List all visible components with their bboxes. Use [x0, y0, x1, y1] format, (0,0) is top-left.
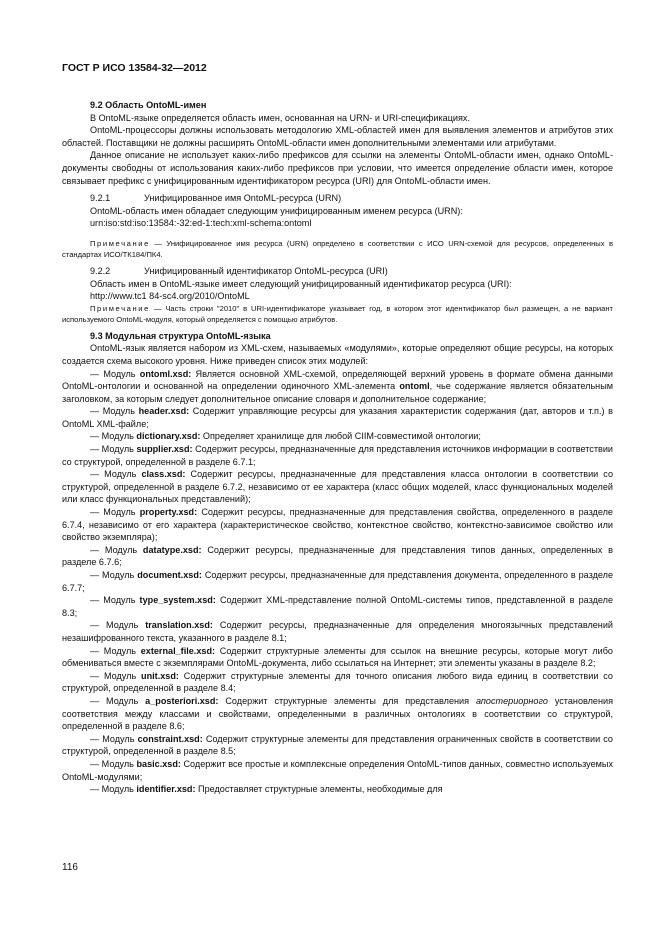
- list-item: — Модуль supplier.xsd: Содержит ресурсы, предназначенные для представления источников информации в соответствии со структурой, определенной в разделе 6.7.1;: [62, 444, 613, 467]
- list-item: — Модуль document.xsd: Содержит ресурсы, предназначенные для представления документа, определенного в разделе 6.7.7;: [62, 570, 614, 593]
- note: Примечание — Часть строки "2010" в URI-идентификаторе указывает год, в котором этот идентификатор был размещен, а не вариант используемого OntoML-модуля, который определяется с помощью атрибутов.: [62, 303, 613, 324]
- list-item: — Модуль class.xsd: Содержит ресурсы, предназначенные для представления класса онтологии в соответствии со структурой, определенной в разделе 6.7.2, независимо от ее характера (класс общих моделей, класс функциональных моделей или класс функциональных представлений);: [62, 469, 613, 505]
- list-item: — Модуль datatype.xsd: Содержит ресурсы, предназначенные для представления типов данных, определенных в разделе 6.7.6;: [62, 544, 613, 568]
- paragraph: OntoML-процессоры должны использовать методологию XML-областей имен для выявления элементов и атрибутов этих областей. Поставщики не должны расширять OntoML-области имен дополнительными элементами или атрибутами.: [62, 125, 613, 148]
- paragraph: Область имен в OntoML-языке имеет следующий унифицированный идентификатор ресурса (URI):: [90, 278, 512, 289]
- list-item: — Модуль header.xsd: Содержит управляющие ресурсы для указания характеристик содержания (дат, авторов и т.п.) в OntoML XML-файле;: [62, 406, 613, 429]
- urn-value: urn:iso:std:iso:13584:-32:ed-1:tech:xml-schema:ontoml: [90, 218, 312, 229]
- paragraph: OntoML-область имен обладает следующим унифицированным именем ресурса (URN):: [90, 205, 463, 216]
- section-9-3-title: 9.3 Модульная структура OntoML-языка: [90, 330, 271, 341]
- paragraph: В OntoML-языке определяется область имен, основанная на URN- и URI-спецификациях.: [90, 112, 471, 123]
- list-item: — Модуль constraint.xsd: Содержит структурные элементы для представления ограниченных свойств в соответствии со структурой, определенной в разделе 8.5;: [62, 733, 613, 757]
- list-item: — Модуль unit.xsd: Содержит структурные элементы для точного описания любого вида единиц в соответствии со структурой, определенной в разделе 8.4;: [62, 670, 613, 694]
- list-item: — Модуль identifier.xsd: Предоставляет структурные элементы, необходимые для: [90, 784, 443, 795]
- section-9-2-title: 9.2 Область OntoML-имен: [90, 100, 207, 110]
- subsection-9-2-2-title: 9.2.2 Унифицированный идентификатор OntoML-ресурса (URI): [90, 265, 388, 276]
- document-header: ГОСТ Р ИСО 13584-32—2012: [62, 62, 207, 74]
- uri-value: http://www.tc1 84-sc4.org/2010/OntoML: [90, 291, 250, 302]
- list-item: — Модуль external_file.xsd: Содержит структурные элементы для ссылок на внешние ресурсы, которые могут либо обмениваться вместе с экземплярами OntoML-документа, либо ссылаться на Интернет; эти элементы указаны в разделе 8.2;: [62, 645, 613, 669]
- list-item: — Модуль a_posteriori.xsd: Содержит структурные элементы для представления апостериорного установления соответствия между классами и свойствами, определенными в различных онтологиях в соответствии со структурой, определенной в разделе 8.6;: [62, 695, 614, 732]
- list-item: — Модуль property.xsd: Содержит ресурсы, предназначенные для представления свойства, определенного в разделе 6.7.4, независимо от его характера (характеристическое свойство, контекстное свойство, контекстно-зависимое свойство или свойство экземпляра);: [62, 507, 613, 543]
- list-item: — Модуль dictionary.xsd: Определяет хранилище для любой CIIM-совместимой онтологии;: [90, 431, 481, 442]
- list-item: — Модуль ontoml.xsd: Является основной XML-схемой, определяющей верхний уровень в формате обмена данными OntoML-онтологии и основанной на определении одиночного XML-элемента ontoml, чье содержание является обязательным заголовком, за которым следует дополнительное описание словаря и дополнительное содержание;: [62, 368, 613, 404]
- list-item: — Модуль translation.xsd: Содержит ресурсы, предназначенные для определения многоязычных представлений незашифрованного текста, указанного в разделе 8.1;: [62, 620, 613, 643]
- page-number: 116: [62, 862, 78, 873]
- note: Примечание — Унифицированное имя ресурса (URN) определено в соответствии с ИСО URN-схемой для ресурсов, определенных в стандартах ИСО/ТК184/ПК4.: [62, 238, 613, 259]
- paragraph: OntoML-язык является набором из XML-схем, называемых «модулями», которые определяют общие ресурсы, на которых создается схема высокого уровня. Ниже приведен список этих модулей:: [62, 343, 613, 366]
- subsection-9-2-1-title: 9.2.1 Унифицированное имя OntoML-ресурса (URN): [90, 193, 342, 204]
- list-item: — Модуль type_system.xsd: Содержит XML-представление полной OntoML-системы типов, представленной в разделе 8.3;: [62, 595, 614, 618]
- paragraph: Данное описание не использует каких-либо префиксов для ссылки на элементы OntoML-области имен, однако OntoML-документы свободны от использования каких-либо префиксов при условии, что имеется определение области имен, которое связывает префикс с унифицированным идентификатором ресурса (URI) для OntoML-области имен.: [62, 150, 613, 186]
- list-item: — Модуль basic.xsd: Содержит все простые и комплексные определения OntoML-типов данных, совместно используемых OntoML-модулями;: [62, 758, 614, 782]
- document-body: [62, 99, 613, 796]
